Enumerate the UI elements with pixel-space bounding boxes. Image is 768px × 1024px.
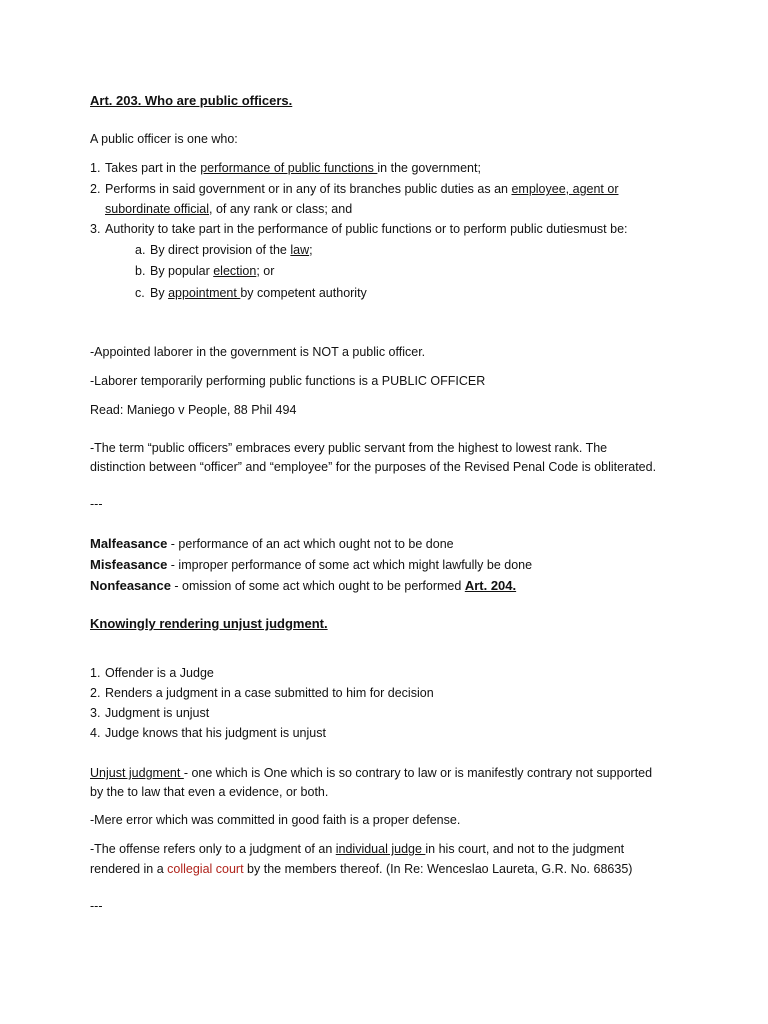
item-text: ; or — [256, 264, 275, 278]
art204-item-1 — [90, 666, 214, 681]
art204-item-3 — [90, 706, 209, 721]
item-text: By popular — [150, 264, 214, 278]
term-paragraph-line-2: distinction between “officer” and “employee” for the purposes of the Revised Penal Code is obliterated. — [90, 460, 657, 474]
unjust-judgment-line-1 — [90, 766, 652, 781]
note-temporary-laborer: -Laborer temporarily performing public functions is a PUBLIC OFFICER — [90, 374, 486, 388]
item-text: Authority to take part in the performance of public functions or to perform public dutiesmust be: — [105, 222, 628, 236]
art203-item-3 — [90, 222, 628, 237]
list-letter: a. — [135, 243, 146, 257]
item-text: Takes part in the — [105, 161, 201, 175]
paragraph-text: -The offense refers only to a judgment of an — [90, 842, 336, 856]
defined-term: Malfeasance — [90, 536, 168, 551]
underlined-term: individual judge — [335, 842, 426, 856]
item-text: By direct provision of the — [150, 243, 291, 257]
subitem-b — [135, 264, 274, 279]
item-text: Renders a judgment in a case submitted to him for decision — [105, 686, 434, 700]
subitem-c — [135, 286, 367, 301]
item-text: By — [150, 286, 169, 300]
item-text: , of any rank or class; and — [209, 202, 353, 216]
subitem-a — [135, 243, 313, 258]
item-text: Judge knows that his judgment is unjust — [105, 726, 326, 740]
list-number: 2. — [90, 686, 101, 700]
definition-text: - omission of some act which ought to be performed — [170, 579, 465, 593]
defined-term: Misfeasance — [90, 557, 168, 572]
list-number: 4. — [90, 726, 101, 740]
note-read-case: Read: Maniego v People, 88 Phil 494 — [90, 403, 297, 417]
list-number: 2. — [90, 182, 101, 196]
art203-item-2 — [90, 182, 618, 197]
item-text: by competent authority — [240, 286, 367, 300]
list-letter: b. — [135, 264, 146, 278]
underlined-term: Unjust judgment — [90, 766, 184, 780]
definition-text: - one which is One which is so contrary to law or is manifestly contrary not supported — [183, 766, 653, 780]
paragraph-text: by the members thereof. (In Re: Wenceslao Laureta, G.R. No. 68635) — [243, 862, 633, 876]
art204-item-4 — [90, 726, 326, 741]
underlined-term: performance of public functions — [200, 161, 378, 175]
underlined-term: subordinate official — [105, 202, 210, 216]
definition-malfeasance — [90, 536, 454, 552]
paragraph-text: rendered in a — [90, 862, 168, 876]
definition-text: - performance of an act which ought not to be done — [167, 537, 454, 551]
underlined-term: law — [290, 243, 310, 257]
definition-nonfeasance — [90, 578, 516, 594]
art204-item-2 — [90, 686, 434, 701]
definition-misfeasance — [90, 557, 532, 573]
list-number: 3. — [90, 222, 101, 236]
underlined-term: appointment — [168, 286, 241, 300]
highlighted-term: collegial court — [167, 862, 244, 876]
item-text: Offender is a Judge — [105, 666, 214, 680]
definition-text: - improper performance of some act which might lawfully be done — [167, 558, 533, 572]
offense-line-2 — [90, 862, 632, 877]
defined-term: Nonfeasance — [90, 578, 171, 593]
item-text: ; — [309, 243, 313, 257]
art203-item-2-cont — [105, 202, 352, 217]
item-text: Performs in said government or in any of its branches public duties as an — [105, 182, 512, 196]
offense-line-1 — [90, 842, 624, 857]
mere-error-note: -Mere error which was committed in good faith is a proper defense. — [90, 813, 461, 827]
item-text: Judgment is unjust — [105, 706, 210, 720]
separator: --- — [90, 497, 103, 511]
art204-heading: Knowingly rendering unjust judgment. — [90, 616, 328, 631]
underlined-term: employee, agent or — [511, 182, 619, 196]
separator-end: --- — [90, 899, 103, 913]
art204-label: Art. 204. — [464, 578, 517, 593]
term-paragraph-line-1: -The term “public officers” embraces every public servant from the highest to lowest rank. The — [90, 441, 608, 455]
art203-intro: A public officer is one who: — [90, 132, 238, 146]
underlined-term: election — [213, 264, 257, 278]
art203-heading: Art. 203. Who are public officers. — [90, 93, 293, 108]
art203-item-1 — [90, 161, 481, 176]
paragraph-text: in his court, and not to the judgment — [425, 842, 625, 856]
note-appointed-laborer: -Appointed laborer in the government is NOT a public officer. — [90, 345, 426, 359]
list-letter: c. — [135, 286, 145, 300]
item-text: in the government; — [377, 161, 481, 175]
unjust-judgment-line-2: by the to law that even a evidence, or both. — [90, 785, 329, 799]
list-number: 1. — [90, 666, 101, 680]
list-number: 3. — [90, 706, 101, 720]
list-number: 1. — [90, 161, 101, 175]
